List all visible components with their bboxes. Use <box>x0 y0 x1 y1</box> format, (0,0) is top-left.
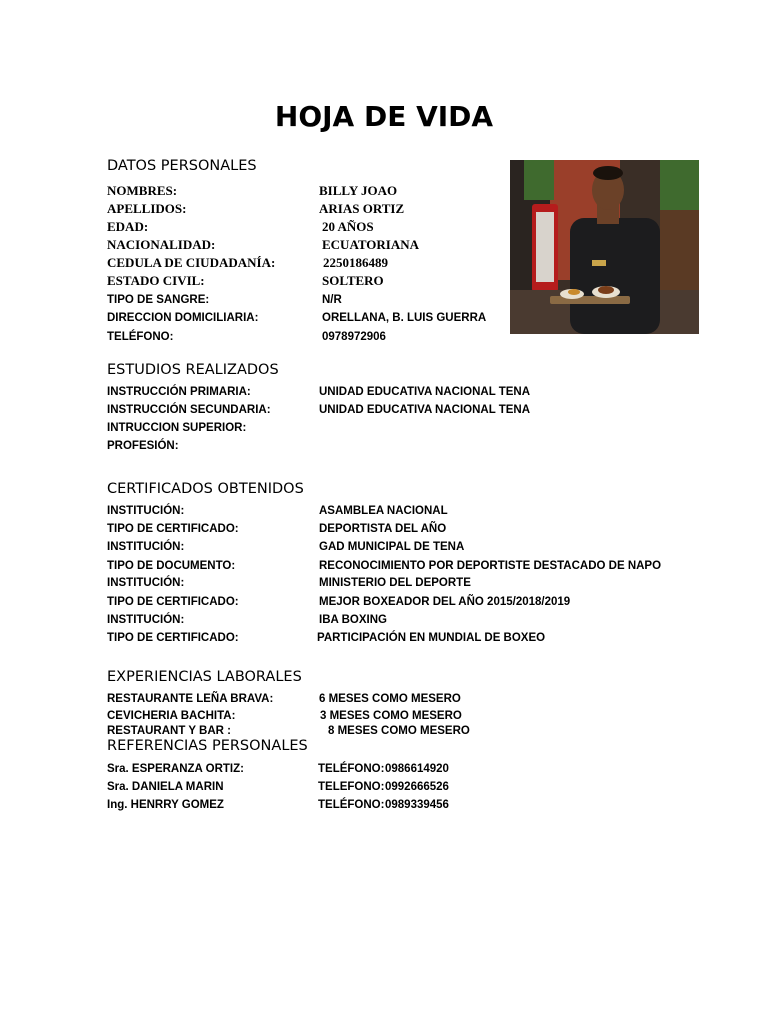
datos-value: 2250186489 <box>323 255 388 270</box>
certificados-value: MINISTERIO DEL DEPORTE <box>319 577 471 589</box>
certificados-value: RECONOCIMIENTO POR DEPORTISTE DESTACADO DE NAPO <box>319 560 662 572</box>
estudios-value: UNIDAD EDUCATIVA NACIONAL TENA <box>319 386 531 398</box>
datos-label: NACIONALIDAD: <box>107 237 216 252</box>
referencia-phone-label: TELÉFONO: <box>318 763 385 775</box>
datos-label: APELLIDOS: <box>107 201 187 216</box>
estudios-label: INSTRUCCIÓN PRIMARIA: <box>107 386 251 398</box>
experiencias-label: CEVICHERIA BACHITA: <box>107 710 236 722</box>
datos-value: ORELLANA, B. LUIS GUERRA <box>322 312 487 324</box>
experiencias-row <box>0 690 768 708</box>
datos-value: 20 AÑOS <box>322 219 374 234</box>
certificados-value: PARTICIPACIÓN EN MUNDIAL DE BOXEO <box>317 632 546 644</box>
referencia-name: Ing. HENRRY GOMEZ <box>107 799 224 811</box>
referencia-phone-label: TELEFONO: <box>318 781 385 793</box>
section-certificados: CERTIFICADOS OBTENIDOS <box>107 481 304 497</box>
certificados-row <box>0 502 768 520</box>
estudios-value: UNIDAD EDUCATIVA NACIONAL TENA <box>319 404 531 416</box>
datos-label: ESTADO CIVIL: <box>107 273 205 288</box>
certificados-value: ASAMBLEA NACIONAL <box>319 505 448 517</box>
section-datos-personales: DATOS PERSONALES <box>107 158 257 174</box>
referencias-row <box>0 796 768 814</box>
datos-value: N/R <box>322 294 342 306</box>
datos-value: SOLTERO <box>322 273 384 288</box>
experiencias-label: RESTAURANT Y BAR : <box>107 725 231 737</box>
certificados-label: TIPO DE CERTIFICADO: <box>107 596 239 608</box>
page-title: HOJA DE VIDA <box>274 100 494 133</box>
referencia-phone: 0989339456 <box>385 799 449 811</box>
experiencias-value: 3 MESES COMO MESERO <box>320 710 462 722</box>
estudios-row <box>0 401 768 419</box>
experiencias-value: 6 MESES COMO MESERO <box>319 693 461 705</box>
experiencias-value: 8 MESES COMO MESERO <box>328 725 470 737</box>
referencia-name: Sra. ESPERANZA ORTIZ: <box>107 763 244 775</box>
datos-value: ARIAS ORTIZ <box>319 201 405 216</box>
certificados-row <box>0 629 768 647</box>
estudios-label: PROFESIÓN: <box>107 440 179 452</box>
certificados-label: INSTITUCIÓN: <box>107 505 185 517</box>
datos-value: BILLY JOAO <box>319 183 398 198</box>
certificados-row <box>0 520 768 538</box>
referencias-row <box>0 778 768 796</box>
certificados-value: DEPORTISTA DEL AÑO <box>319 523 447 535</box>
certificados-row <box>0 557 768 575</box>
referencias-row <box>0 760 768 778</box>
datos-label: NOMBRES: <box>107 183 178 198</box>
certificados-label: TIPO DE DOCUMENTO: <box>107 560 236 572</box>
datos-label: EDAD: <box>107 219 149 234</box>
datos-value: 0978972906 <box>322 331 386 343</box>
estudios-row <box>0 383 768 401</box>
section-referencias: REFERENCIAS PERSONALES <box>107 738 308 754</box>
estudios-label: INTRUCCION SUPERIOR: <box>107 422 247 434</box>
estudios-row <box>0 419 768 437</box>
profile-photo <box>510 160 699 334</box>
certificados-label: TIPO DE CERTIFICADO: <box>107 523 239 535</box>
profile-photo-icon <box>510 160 699 334</box>
certificados-label: TIPO DE CERTIFICADO: <box>107 632 239 644</box>
referencia-phone: 0986614920 <box>385 763 449 775</box>
section-experiencias: EXPERIENCIAS LABORALES <box>107 669 302 685</box>
datos-label: CEDULA DE CIUDADANÍA: <box>107 255 276 270</box>
certificados-value: MEJOR BOXEADOR DEL AÑO 2015/2018/2019 <box>319 596 571 608</box>
certificados-label: INSTITUCIÓN: <box>107 577 185 589</box>
certificados-row <box>0 611 768 629</box>
datos-label: TIPO DE SANGRE: <box>107 294 210 306</box>
datos-value: ECUATORIANA <box>322 237 420 252</box>
estudios-label: INSTRUCCIÓN SECUNDARIA: <box>107 404 271 416</box>
estudios-row <box>0 437 768 455</box>
experiencias-label: RESTAURANTE LEÑA BRAVA: <box>107 693 274 705</box>
certificados-label: INSTITUCIÓN: <box>107 541 185 553</box>
referencia-phone: 0992666526 <box>385 781 449 793</box>
section-estudios: ESTUDIOS REALIZADOS <box>107 362 279 378</box>
datos-label: TELÉFONO: <box>107 331 174 343</box>
datos-label: DIRECCION DOMICILIARIA: <box>107 312 259 324</box>
certificados-row <box>0 593 768 611</box>
certificados-row <box>0 574 768 592</box>
certificados-row <box>0 538 768 556</box>
certificados-value: IBA BOXING <box>319 614 387 626</box>
referencia-name: Sra. DANIELA MARIN <box>107 781 224 793</box>
referencia-phone-label: TELÉFONO: <box>318 799 385 811</box>
certificados-label: INSTITUCIÓN: <box>107 614 185 626</box>
certificados-value: GAD MUNICIPAL DE TENA <box>319 541 465 553</box>
